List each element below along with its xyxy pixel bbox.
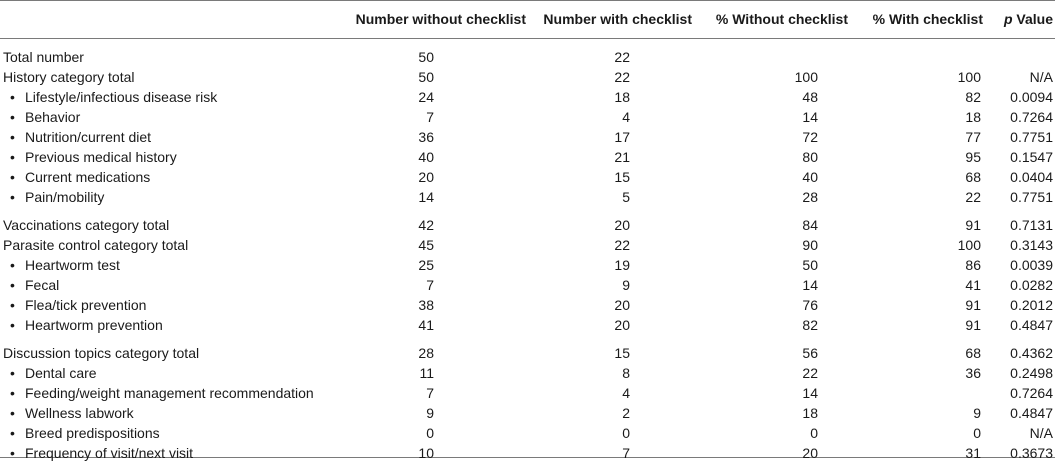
group-spacer (0, 38, 1055, 47)
row-label-text: Fecal (25, 277, 60, 293)
bullet-icon: • (10, 405, 15, 421)
cell-number-with: 8 (622, 365, 630, 381)
table-row-category (0, 215, 1055, 235)
cell-percent-without: 100 (794, 69, 818, 85)
cell-percent-with: 91 (965, 297, 981, 313)
cell-percent-without: 76 (802, 297, 818, 313)
cell-number-without: 41 (418, 317, 434, 333)
cell-p-value: 0.7264 (1010, 385, 1053, 401)
cell-number-with: 19 (614, 257, 630, 273)
row-label (0, 343, 318, 363)
cell-number-without: 42 (418, 217, 434, 233)
table-row-subitem (0, 295, 1055, 315)
row-label (0, 423, 318, 443)
row-label-text: Frequency of visit/next visit (25, 445, 194, 461)
row-label-text: Vaccinations category total (3, 217, 170, 233)
cell-number-without: 14 (418, 189, 434, 205)
header-p-value (993, 0, 1055, 38)
cell-percent-with: 95 (965, 149, 981, 165)
cell-percent-without: 50 (802, 257, 818, 273)
bullet-icon: • (10, 169, 15, 185)
row-label-text: History category total (3, 69, 135, 85)
cell-percent-with: 22 (965, 189, 981, 205)
cell-percent-without: 14 (802, 109, 818, 125)
cell-p-value (993, 47, 1055, 67)
cell-percent-with: 9 (973, 405, 981, 421)
header-percent-with-checklist: % With checklist (872, 11, 983, 27)
row-label-text: Nutrition/current diet (25, 129, 152, 145)
row-label (0, 187, 318, 207)
row-label-text: Dental care (25, 365, 97, 381)
cell-number-with: 17 (614, 129, 630, 145)
cell-p-value: 0.0039 (1010, 257, 1053, 273)
cell-p-value: 0.0094 (1010, 89, 1053, 105)
row-label-text: Pain/mobility (25, 189, 105, 205)
cell-p-value: 0.7264 (1010, 109, 1053, 125)
bullet-icon: • (10, 317, 15, 333)
cell-percent-without: 72 (802, 129, 818, 145)
cell-number-with: 22 (614, 69, 630, 85)
cell-number-with: 20 (614, 297, 630, 313)
table-row-subitem (0, 255, 1055, 275)
cell-number-without: 9 (426, 405, 434, 421)
cell-percent-without: 0 (810, 425, 818, 441)
row-label-text: Total number (3, 49, 84, 65)
cell-number-with: 0 (622, 425, 630, 441)
cell-p-value: 0.7131 (1010, 217, 1053, 233)
row-label (0, 235, 318, 255)
cell-percent-without: 56 (802, 345, 818, 361)
cell-percent-with: 100 (957, 237, 981, 253)
cell-p-value: N/A (1029, 425, 1053, 441)
cell-number-with: 20 (614, 217, 630, 233)
table-row-subitem (0, 403, 1055, 423)
cell-percent-with: 0 (973, 425, 981, 441)
row-label-text: Current medications (25, 169, 151, 185)
cell-number-without: 20 (418, 169, 434, 185)
table-row-category (0, 343, 1055, 363)
table-row-subitem (0, 363, 1055, 383)
cell-number-with: 22 (614, 237, 630, 253)
row-label-text: Breed predispositions (25, 425, 160, 441)
bullet-icon: • (10, 109, 15, 125)
cell-percent-without: 28 (802, 189, 818, 205)
cell-number-without: 36 (418, 129, 434, 145)
cell-percent-without: 40 (802, 169, 818, 185)
table-row-category (0, 47, 1055, 67)
row-label-text: Discussion topics category total (3, 345, 200, 361)
cell-percent-with: 31 (965, 445, 981, 461)
cell-number-with: 9 (622, 277, 630, 293)
row-label-text: Wellness labwork (25, 405, 134, 421)
table-row-subitem (0, 443, 1055, 463)
cell-p-value: 0.0282 (1010, 277, 1053, 293)
row-label-text: Feeding/weight management recommendation (25, 385, 314, 401)
header-label (0, 0, 318, 38)
cell-number-without: 38 (418, 297, 434, 313)
row-label (0, 403, 318, 423)
cell-number-without: 45 (418, 237, 434, 253)
bullet-icon: • (10, 365, 15, 381)
cell-percent-without: 82 (802, 317, 818, 333)
table-row-subitem (0, 315, 1055, 335)
header-percent-without-checklist: % Without checklist (715, 11, 848, 27)
cell-percent-without: 20 (802, 445, 818, 461)
row-label (0, 47, 318, 67)
row-label-text: Previous medical history (25, 149, 177, 165)
row-label-text: Heartworm test (25, 257, 120, 273)
cell-number-with: 21 (614, 149, 630, 165)
cell-percent-without: 18 (802, 405, 818, 421)
cell-number-with: 22 (614, 49, 630, 65)
header-p-rest: Value (1012, 11, 1053, 27)
bullet-icon: • (10, 297, 15, 313)
row-label (0, 147, 318, 167)
cell-number-with: 20 (614, 317, 630, 333)
cell-percent-without: 80 (802, 149, 818, 165)
group-spacer-cell (0, 335, 1055, 343)
row-label-text: Parasite control category total (3, 237, 189, 253)
cell-percent-with: 86 (965, 257, 981, 273)
bullet-icon: • (10, 189, 15, 205)
cell-percent-with (858, 47, 993, 67)
row-label-text: Flea/tick prevention (25, 297, 147, 313)
table-row-subitem (0, 275, 1055, 295)
cell-percent-with: 82 (965, 89, 981, 105)
cell-p-value: 0.7751 (1010, 129, 1053, 145)
row-label (0, 167, 318, 187)
header-row (0, 0, 1055, 38)
cell-number-without: 0 (426, 425, 434, 441)
cell-percent-without (698, 47, 858, 67)
bullet-icon: • (10, 89, 15, 105)
bullet-icon: • (10, 129, 15, 145)
cell-p-value: 0.7751 (1010, 189, 1053, 205)
cell-percent-with: 18 (965, 109, 981, 125)
cell-number-without: 28 (418, 345, 434, 361)
row-label (0, 255, 318, 275)
cell-p-value: 0.3673 (1010, 445, 1053, 461)
cell-number-with: 5 (622, 189, 630, 205)
group-spacer-cell (0, 207, 1055, 215)
cell-number-without: 50 (418, 49, 434, 65)
row-label (0, 295, 318, 315)
row-label (0, 275, 318, 295)
cell-number-without: 24 (418, 89, 434, 105)
table-row-category (0, 67, 1055, 87)
header-p-italic: p (1003, 11, 1013, 27)
cell-p-value: 0.2012 (1010, 297, 1053, 313)
table-row-subitem (0, 107, 1055, 127)
cell-number-with: 18 (614, 89, 630, 105)
row-label-text: Behavior (25, 109, 81, 125)
bullet-icon: • (10, 149, 15, 165)
row-label (0, 87, 318, 107)
cell-p-value: 0.4362 (1010, 345, 1053, 361)
cell-number-without: 50 (418, 69, 434, 85)
table-row-subitem (0, 383, 1055, 403)
table-body (0, 38, 1055, 463)
bullet-icon: • (10, 257, 15, 273)
cell-percent-with: 91 (965, 217, 981, 233)
table-row-subitem (0, 423, 1055, 443)
cell-number-with: 4 (622, 109, 630, 125)
cell-number-without: 10 (418, 445, 434, 461)
table-row-subitem (0, 147, 1055, 167)
row-label (0, 363, 318, 383)
row-label (0, 315, 318, 335)
cell-p-value: 0.4847 (1010, 405, 1053, 421)
header-number-with-checklist: Number with checklist (543, 11, 692, 27)
cell-number-without: 7 (426, 385, 434, 401)
row-label (0, 107, 318, 127)
cell-percent-without: 90 (802, 237, 818, 253)
row-label (0, 127, 318, 147)
row-label (0, 443, 318, 463)
bullet-icon: • (10, 445, 15, 461)
bullet-icon: • (10, 385, 15, 401)
cell-percent-with: 41 (965, 277, 981, 293)
table-row-subitem (0, 187, 1055, 207)
cell-percent-with: 68 (965, 169, 981, 185)
cell-percent-with: 91 (965, 317, 981, 333)
table-row-subitem (0, 87, 1055, 107)
table-row-subitem (0, 127, 1055, 147)
cell-percent-without: 14 (802, 385, 818, 401)
row-label (0, 215, 318, 235)
table-row-category (0, 235, 1055, 255)
row-label-text: Lifestyle/infectious disease risk (25, 89, 218, 105)
table-row-subitem (0, 167, 1055, 187)
cell-percent-with: 36 (965, 365, 981, 381)
cell-number-with: 7 (622, 445, 630, 461)
cell-number-without: 11 (419, 365, 434, 381)
row-label (0, 67, 318, 87)
cell-percent-with: 100 (957, 69, 981, 85)
cell-number-without: 7 (426, 109, 434, 125)
cell-percent-with: 77 (965, 129, 981, 145)
cell-p-value: N/A (1029, 69, 1053, 85)
header-number-without-checklist: Number without checklist (355, 11, 526, 27)
cell-number-without: 40 (418, 149, 434, 165)
cell-p-value: 0.1547 (1010, 149, 1053, 165)
bullet-icon: • (10, 425, 15, 441)
cell-p-value: 0.2498 (1010, 365, 1053, 381)
cell-number-with: 15 (614, 169, 630, 185)
cell-percent-without: 14 (802, 277, 818, 293)
bullet-icon: • (10, 277, 15, 293)
row-label-text: Heartworm prevention (25, 317, 163, 333)
cell-p-value: 0.4847 (1010, 317, 1053, 333)
cell-number-with: 15 (614, 345, 630, 361)
cell-p-value: 0.0404 (1010, 169, 1053, 185)
cell-percent-with: 68 (965, 345, 981, 361)
row-label (0, 383, 318, 403)
cell-percent-without: 84 (802, 217, 818, 233)
group-spacer-cell (0, 38, 1055, 47)
cell-number-with: 4 (622, 385, 630, 401)
cell-percent-without: 22 (802, 365, 818, 381)
cell-number-without: 7 (426, 277, 434, 293)
cell-number-without: 25 (418, 257, 434, 273)
cell-percent-without: 48 (802, 89, 818, 105)
cell-p-value: 0.3143 (1010, 237, 1053, 253)
cell-number-with: 2 (622, 405, 630, 421)
group-spacer (0, 335, 1055, 343)
cell-percent-with (858, 383, 993, 403)
group-spacer (0, 207, 1055, 215)
